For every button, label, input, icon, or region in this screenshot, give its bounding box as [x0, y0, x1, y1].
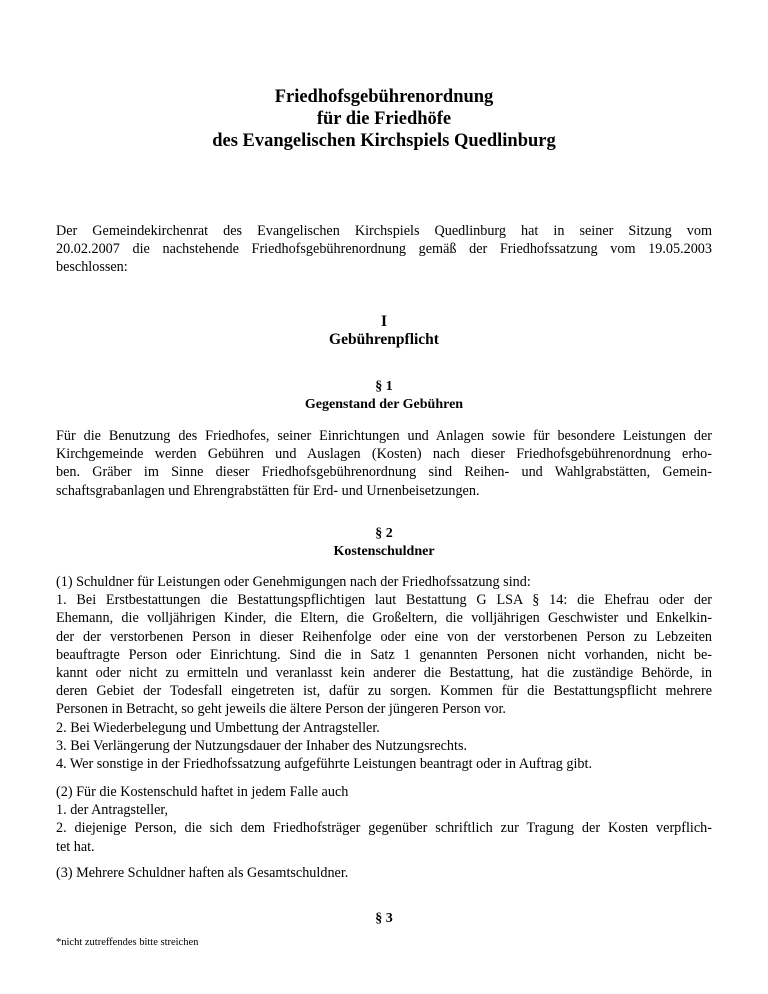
section-2-paragraph-3 — [56, 864, 712, 882]
section-1-number: § 1 — [375, 379, 393, 394]
section-2-line: tet hat. — [56, 838, 95, 855]
section-2-line: 2. Bei Wiederbelegung und Umbettung der Antragsteller. — [56, 719, 380, 736]
chapter-title: Gebührenpflicht — [329, 331, 439, 348]
section-2-line: (1) Schuldner für Leistungen oder Genehmigungen nach der Friedhofssatzung sind: — [56, 574, 531, 590]
section-2-paragraph-1 — [56, 573, 712, 773]
intro-paragraph — [56, 222, 712, 277]
section-1-line: schaftsgrabanlagen und Ehrengrabstätten für Erd- und Urnenbeisetzungen. — [56, 482, 480, 499]
section-2-line: Personen in Betracht, so geht jeweils die ältere Person der jüngeren Person vor. — [56, 701, 506, 718]
section-2-line: deren Gebiet der Todesfall eingetreten ist, dafür zu sorgen. Kommen für die Bestattungspflicht mehrere — [56, 683, 712, 700]
section-2-line: kannt oder nicht zu ermitteln und veranlasst kein anderer die Bestattung, hat die zuständige Behörde, in — [56, 665, 712, 682]
footnote: *nicht zutreffendes bitte streichen — [56, 937, 199, 948]
title-line-2: für die Friedhöfe — [316, 109, 452, 129]
section-2-line: 3. Bei Verlängerung der Nutzungsdauer der Inhaber des Nutzungsrechts. — [56, 737, 468, 754]
section-1-title: Gegenstand der Gebühren — [304, 397, 464, 412]
section-2-line: (3) Mehrere Schuldner haften als Gesamtschuldner. — [56, 865, 349, 881]
section-2-paragraph-2 — [56, 783, 712, 856]
section-2-line: Ehemann, die volljährigen Kinder, die Eltern, die Großeltern, die volljährigen Geschwister und Enkelkin- — [56, 610, 712, 627]
chapter-number: I — [380, 313, 388, 330]
title-line-3: des Evangelischen Kirchspiels Quedlinburg — [212, 131, 556, 151]
intro-line: 20.02.2007 die nachstehende Friedhofsgebührenordnung gemäß der Friedhofssatzung vom 19.05.2003 — [56, 241, 712, 258]
section-2-line: 2. diejenige Person, die sich dem Friedhofsträger gegenüber schriftlich zur Tragung der Kosten verpflich- — [56, 820, 712, 837]
section-2-line: der der verstorbenen Person in dieser Reihenfolge oder eine von der verstorbenen Person zu Lebzeiten — [56, 628, 712, 645]
intro-line: beschlossen: — [56, 259, 128, 276]
document-title — [0, 86, 768, 152]
section-1-line: Kirchgemeinde werden Gebühren und Auslagen (Kosten) nach dieser Friedhofsgebührenordnung erho- — [56, 446, 712, 463]
intro-line: Der Gemeindekirchenrat des Evangelischen Kirchspiels Quedlinburg hat in seiner Sitzung vom — [56, 223, 712, 239]
section-2-number: § 2 — [375, 526, 393, 541]
section-2-title: Kostenschuldner — [333, 544, 435, 559]
title-line-1: Friedhofsgebührenordnung — [274, 87, 494, 107]
section-1-line: Für die Benutzung des Friedhofes, seiner Einrichtungen und Anlagen sowie für besondere Leistungen der — [56, 428, 712, 444]
section-1-line: ben. Gräber im Sinne dieser Friedhofsgebührenordnung sind Reihen- und Wahlgrabstätten, Gemein- — [56, 464, 712, 481]
section-2-line: 1. der Antragsteller, — [56, 802, 169, 819]
section-1-paragraph — [56, 427, 712, 500]
section-3-number: § 3 — [375, 911, 393, 926]
section-2-line: (2) Für die Kostenschuld haftet in jedem Falle auch — [56, 784, 349, 800]
section-2-line: 4. Wer sonstige in der Friedhofssatzung aufgeführte Leistungen beantragt oder in Auftrag gibt. — [56, 756, 592, 773]
section-2-line: 1. Bei Erstbestattungen die Bestattungspflichtigen laut Bestattung G LSA § 14: die Ehefrau oder der — [56, 592, 712, 609]
section-2-line: beauftragte Person oder Einrichtung. Sind die in Satz 1 genannten Personen nicht vorhanden, nicht be- — [56, 646, 712, 663]
